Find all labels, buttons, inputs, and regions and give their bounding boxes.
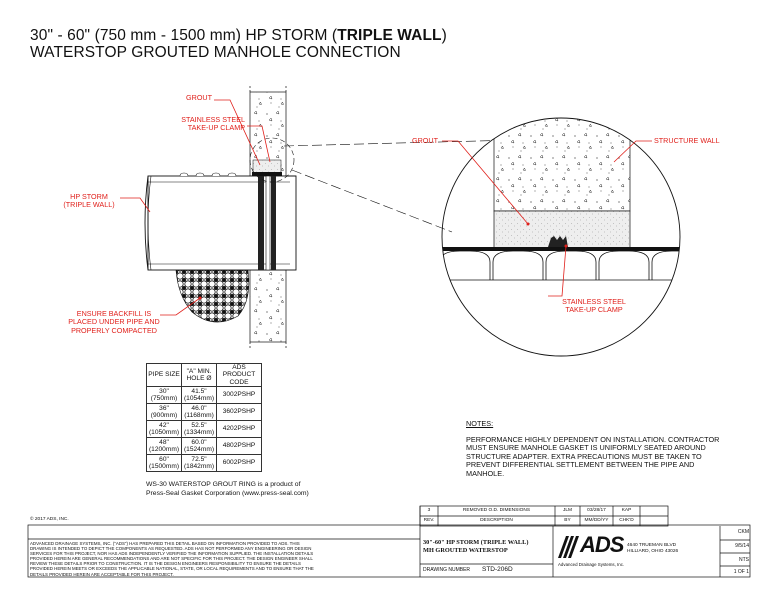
product-table bbox=[146, 363, 262, 472]
hp-storm-pipe bbox=[145, 172, 296, 270]
table-header-row bbox=[147, 364, 262, 387]
backfill-callout: ENSURE BACKFILL IS PLACED UNDER PIPE AND PROPERLY COMPACTED bbox=[68, 309, 160, 335]
table-row: 30" (750mm) 41.5" (1054mm) 3002PSHP bbox=[147, 386, 262, 403]
note-line: STRUCTURE ADAPTER. EXTRA PRECAUTIONS MUST BE TAKEN TO bbox=[466, 451, 702, 461]
drawing-date: 9/5/14 bbox=[735, 543, 749, 549]
table-row: 60" (1500mm) 72.5" (1842mm) 6002PSHP bbox=[147, 454, 262, 471]
clamp-callout-detail: STAINLESS STEEL TAKE-UP CLAMP bbox=[562, 297, 626, 315]
clamp-callout-left: STAINLESS STEEL TAKE-UP CLAMP bbox=[181, 115, 245, 133]
header-hole-diameter: "A" MIN. HOLE Ø bbox=[182, 364, 217, 387]
notes-heading: NOTES: bbox=[466, 419, 494, 428]
notes-section bbox=[466, 420, 748, 479]
grout-callout: GROUT bbox=[186, 93, 212, 102]
backfill-gravel bbox=[176, 270, 249, 322]
header-product-code: ADS PRODUCT CODE bbox=[217, 364, 262, 387]
drawing-scale: NTS bbox=[739, 557, 749, 563]
structure-wall-callout: STRUCTURE WALL bbox=[654, 136, 720, 145]
note-line: PERFORMANCE HIGHLY DEPENDENT ON INSTALLATION. CONTRACTOR bbox=[466, 434, 720, 444]
enlarged-detail bbox=[430, 118, 702, 356]
grout-callout-detail: GROUT bbox=[412, 136, 438, 145]
note-line: PREVENT DIFFERENTIAL SETTLEMENT BETWEEN THE PIPE AND bbox=[466, 460, 695, 470]
drawn-by: CKM bbox=[737, 529, 749, 535]
drawing-number-label: DRAWING NUMBER bbox=[423, 567, 471, 573]
hp-storm-callout: HP STORM (TRIPLE WALL) bbox=[63, 192, 115, 210]
page-title: 30" - 60" (750 mm - 1500 mm) HP STORM (TRIPLE WALL) WATERSTOP GROUTED MANHOLE CONNECTION bbox=[30, 27, 447, 61]
sheet-number: 1 OF 1 bbox=[733, 569, 749, 575]
ads-logo: ADS Advanced Drainage Systems, Inc. bbox=[558, 532, 625, 567]
header-pipe-size: PIPE SIZE bbox=[147, 364, 182, 387]
drawing-number: STD-206D bbox=[482, 566, 513, 573]
revision-block: 3 REMOVED O.D. DIMENSIONS JLM 03/28/17 KAP REV. DESCRIPTION BY MM/DD/YY CHK'D bbox=[423, 508, 634, 523]
company-address: 4640 TRUEMAN BLVD HILLIARD, OHIO 43026 bbox=[627, 543, 679, 554]
copyright: © 2017 ADS, INC. bbox=[30, 517, 69, 522]
table-row: 36" (900mm) 46.0" (1168mm) 3602PSHP bbox=[147, 403, 262, 420]
note-line: MUST ENSURE MANHOLE GASKET IS UNIFORMLY SEATED AROUND bbox=[466, 443, 706, 453]
drawing-title: 30"-60" HP STORM (TRIPLE WALL) MH GROUTED WATERSTOP bbox=[423, 539, 529, 555]
table-footnote: WS-30 WATERSTOP GROUT RING is a product of Press-Seal Gasket Corporation (www.press-seal.com) bbox=[146, 481, 309, 497]
disclaimer: ADVANCED DRAINAGE SYSTEMS, INC. ("ADS") HAS PREPARED THIS DETAIL BASED ON INFORMATION PROVIDED TO ADS. THIS DRAWING IS INTENDED TO DEPICT THE COMPONENTS AS REQUESTED. ADS HAS NOT PERFORMED ANY ENGINEERING OR DESIGN SERVICES FOR THIS PROJECT, NOR HAS ADS INDEPENDENTLY VERIFIED THE INFORMATION SUPPLIED. THE INSTALLATION DETAILS PROVIDED HEREIN ARE GENERAL RECOMMENDATIONS AND ARE NOT SPECIFIC FOR THIS PROJECT. THE DESIGN ENGINEER SHALL REVIEW THESE DETAILS PRIOR TO CONSTRUCTION. IT IS THE DESIGN ENGINEERS RESPONSIBILITY TO ENSURE THE DETAILS PROVIDED HEREIN MEETS OR EXCEEDS THE APPLICABLE NATIONAL, STATE, OR LOCAL REQUIREMENTS AND TO ENSURE THAT THE DETAILS PROVIDED HEREIN ARE ACCEPTABLE FOR THIS PROJECT. bbox=[30, 541, 314, 577]
table-row: 48" (1200mm) 60.0" (1524mm) 4802PSHP bbox=[147, 437, 262, 454]
table-row: 42" (1050mm) 52.5" (1334mm) 4202PSHP bbox=[147, 420, 262, 437]
note-line: MANHOLE. bbox=[466, 468, 505, 478]
